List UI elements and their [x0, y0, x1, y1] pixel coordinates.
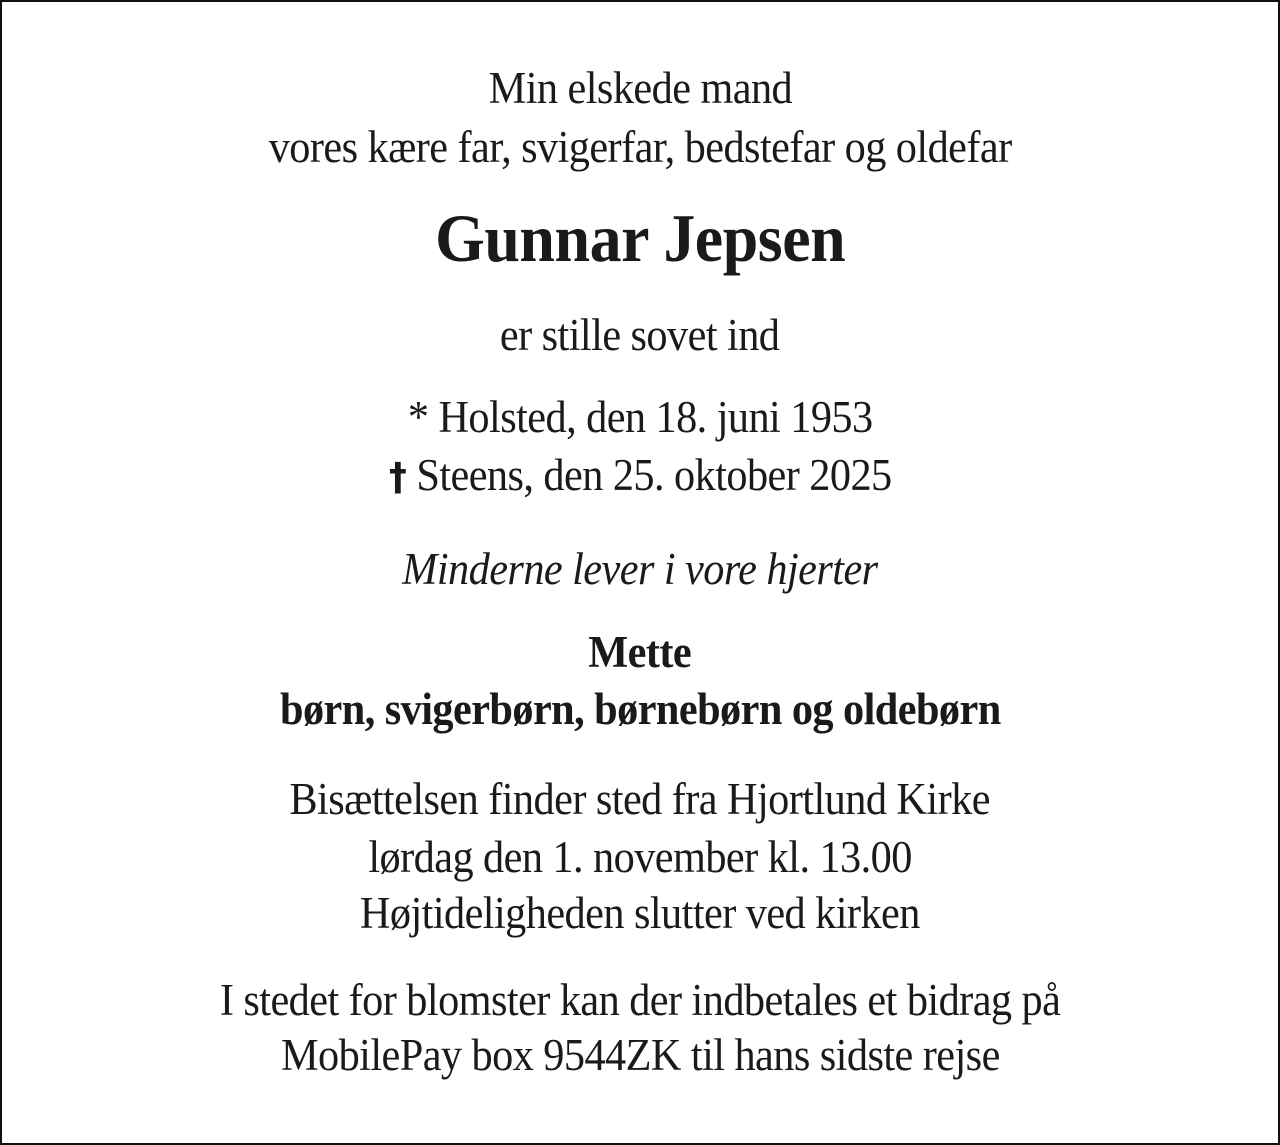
deceased-name-text: Gunnar Jepsen [434, 200, 846, 276]
birth-text: Holsted, den 18. juni 1953 [438, 392, 873, 442]
ceremony-text-1: Bisættelsen finder sted fra Hjortlund Kirke [289, 774, 991, 824]
signatory-text-1: Mette [588, 627, 692, 677]
death-line [2, 446, 1278, 504]
ceremony-text-2: lørdag den 1. november kl. 13.00 [368, 832, 912, 882]
birth-star-icon: * [407, 392, 429, 442]
deceased-name [2, 198, 1278, 278]
ceremony-line-2 [2, 828, 1278, 886]
signatory-text-2: børn, svigerbørn, børnebørn og oldebørn [279, 684, 1001, 734]
ceremony-text-3: Højtideligheden slutter ved kirken [360, 888, 920, 938]
intro-line-2 [2, 118, 1278, 176]
birth-line [2, 388, 1278, 446]
ceremony-line-3 [2, 884, 1278, 942]
intro-line-1 [2, 59, 1278, 117]
cross-icon: † [388, 455, 406, 499]
ceremony-line-1 [2, 770, 1278, 828]
intro-text-1: Min elskede mand [488, 63, 792, 113]
signatory-line-1 [2, 623, 1278, 681]
motto-text: Minderne lever i vore hjerter [402, 544, 878, 594]
passing-text [2, 306, 1278, 364]
death-text: Steens, den 25. oktober 2025 [416, 450, 892, 500]
motto [2, 540, 1278, 598]
donation-line-1 [2, 971, 1278, 1029]
donation-text-2: MobilePay box 9544ZK til hans sidste rejse [280, 1030, 1000, 1080]
donation-text-1: I stedet for blomster kan der indbetales et bidrag på [219, 975, 1061, 1025]
passing-text-value: er stille sovet ind [500, 310, 780, 360]
donation-line-2 [2, 1026, 1278, 1084]
intro-text-2: vores kære far, svigerfar, bedstefar og oldefar [268, 122, 1012, 172]
signatory-line-2 [2, 680, 1278, 738]
